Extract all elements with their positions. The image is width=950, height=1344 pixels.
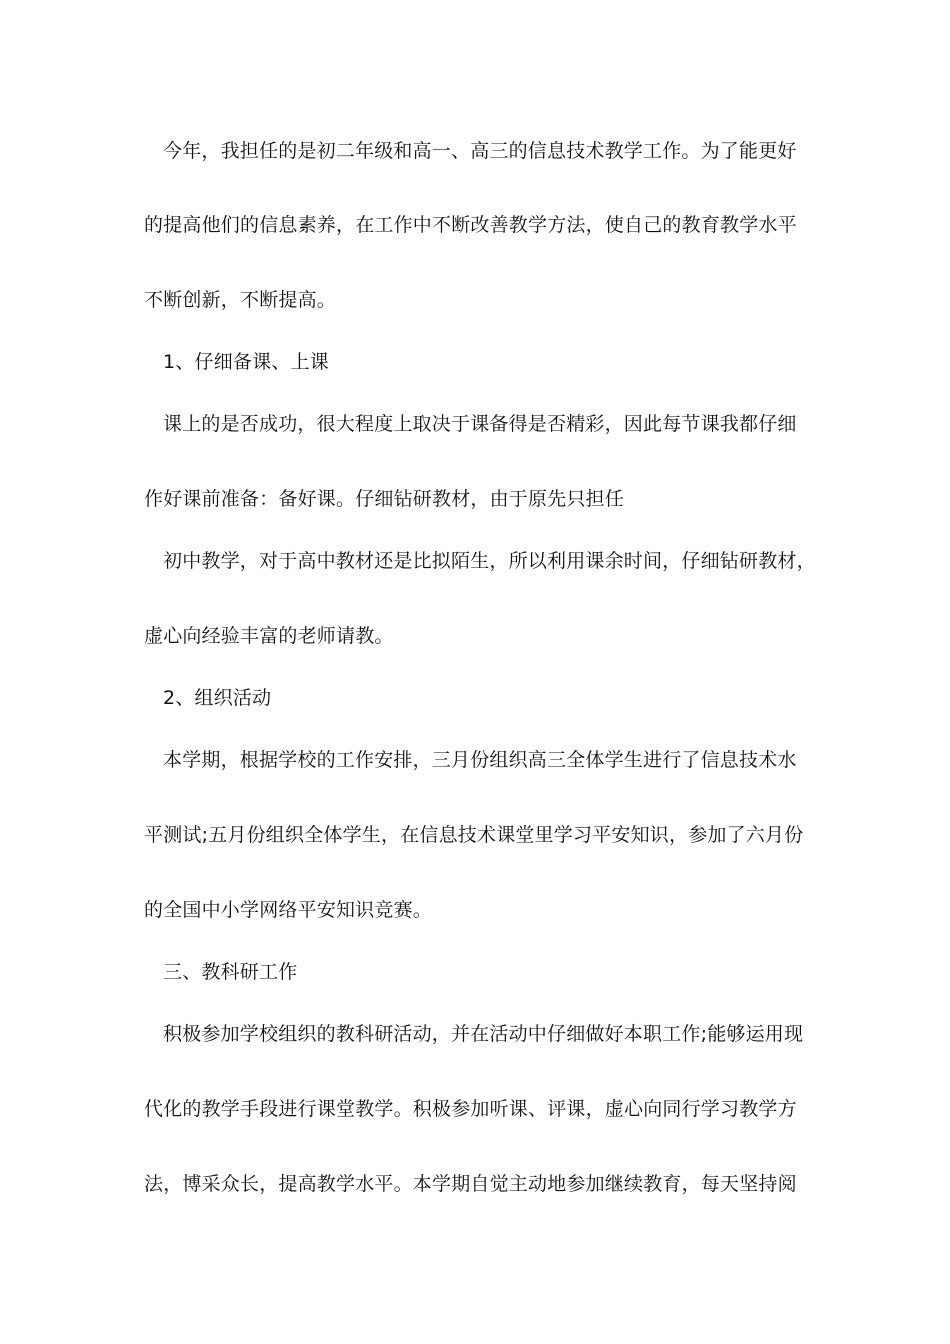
paragraph-line: 平测试;五月份组织全体学生，在信息技术课堂里学习平安知识，参加了六月份 [144,824,804,846]
section-heading: 1、仔细备课、上课 [163,351,329,373]
section-heading: 2、组织活动 [163,687,272,709]
paragraph-line: 代化的教学手段进行课堂教学。积极参加听课、评课，虚心向同行学习教学方 [144,1098,797,1120]
paragraph-line: 虚心向经验丰富的老师请教。 [144,625,394,647]
paragraph-line: 法，博采众长，提高教学水平。本学期自觉主动地参加继续教育，每天坚持阅 [144,1173,797,1195]
paragraph-line: 的提高他们的信息素养，在工作中不断改善教学方法，使自己的教育教学水平 [144,214,797,236]
section-heading: 三、教科研工作 [163,961,298,983]
paragraph-line: 不断创新，不断提高。 [144,289,337,311]
paragraph-line: 课上的是否成功，很大程度上取决于课备得是否精彩，因此每节课我都仔细 [163,413,797,435]
paragraph-line: 的全国中小学网络平安知识竞赛。 [144,899,433,921]
paragraph-line: 作好课前准备：备好课。仔细钻研教材，由于原先只担任 [144,488,625,510]
paragraph-line: 初中教学，对于高中教材还是比拟陌生，所以利用课余时间，仔细钻研教材， [163,550,816,572]
paragraph-line: 今年，我担任的是初二年级和高一、高三的信息技术教学工作。为了能更好 [163,140,797,162]
paragraph-line: 积极参加学校组织的教科研活动，并在活动中仔细做好本职工作;能够运用现 [163,1023,804,1045]
paragraph-line: 本学期，根据学校的工作安排，三月份组织高三全体学生进行了信息技术水 [163,749,797,771]
